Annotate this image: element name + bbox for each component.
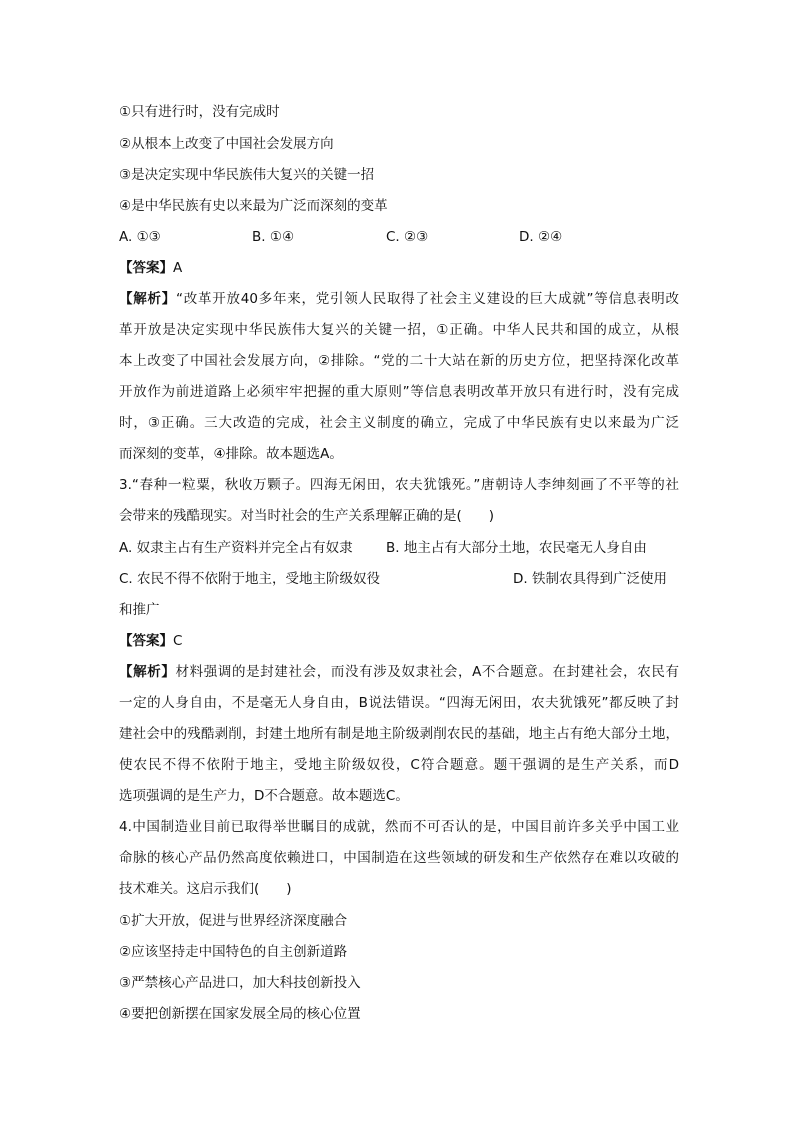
q2-analysis-label: 【解析】	[119, 291, 177, 307]
q2-analysis-line-1	[119, 289, 679, 309]
q2-analysis-line-2: 革开放是决定实现中华民族伟大复兴的关键一招，①正确。中华人民共和国的成立，从根	[119, 322, 679, 338]
q2-analysis-line-6: 而深刻的变革，④排除。故本题选A。	[119, 446, 343, 462]
q4-stem-line-1: 4.中国制造业目前已取得举世瞩目的成就，然而不可否认的是，中国目前许多关乎中国工业	[119, 819, 679, 835]
q2-analysis-text-1: “改革开放40多年来，党引领人民取得了社会主义建设的巨大成就”等信息表明改	[176, 291, 679, 307]
q2-analysis-line-3: 本上改变了中国社会发展方向，②排除。“党的二十大站在新的历史方位，把坚持深化改革	[119, 353, 679, 369]
q3-answer-value: C	[173, 633, 183, 649]
q3-choice-a: A. 奴隶主占有生产资料并完全占有奴隶	[119, 540, 353, 556]
q4-stem-line-2: 命脉的核心产品仍然高度依赖进口，中国制造在这些领域的研发和生产依然存在难以攻破的	[119, 850, 679, 866]
q2-choice-b: B. ①④	[252, 229, 295, 245]
q3-analysis-line-3: 建社会中的残酷剥削，封建土地所有制是地主阶级剥削农民的基础，地主占有绝大部分土地，	[119, 726, 679, 742]
q3-analysis-text-1: 材料强调的是封建社会，而没有涉及奴隶社会，A不合题意。在封建社会，农民有	[175, 664, 679, 680]
q2-answer-label: 【答案】	[119, 260, 173, 276]
q2-choice-a: A. ①③	[119, 229, 161, 245]
q2-choice-c: C. ②③	[386, 229, 429, 245]
q3-stem-line-1: 3.“春种一粒粟，秋收万颗子。四海无闲田，农夫犹饿死。”唐朝诗人李绅刻画了不平等的社	[119, 477, 679, 493]
q3-analysis-line-2: 一定的人身自由，不是毫无人身自由，B说法错误。“四海无闲田，农夫犹饿死”都反映了封	[119, 695, 679, 711]
q2-answer-value: A	[173, 260, 183, 276]
q3-stem-line-2: 会带来的残酷现实。对当时社会的生产关系理解正确的是( )	[119, 508, 495, 524]
q3-analysis-line-5: 选项强调的是生产力，D不合题意。故本题选C。	[119, 788, 409, 804]
q2-answer	[119, 258, 679, 278]
q4-option-3: ③严禁核心产品进口，加大科技创新投入	[119, 975, 361, 991]
q2-choice-d: D. ②④	[519, 229, 563, 245]
q2-analysis-line-4: 开放作为前进道路上必须牢牢把握的重大原则”等信息表明改革开放只有进行时，没有完成	[119, 384, 679, 400]
q4-option-1: ①扩大开放，促进与世界经济深度融合	[119, 913, 348, 929]
q3-answer-label: 【答案】	[119, 633, 173, 649]
q2-option-3: ③是决定实现中华民族伟大复兴的关键一招	[119, 167, 375, 183]
q2-analysis-line-5: 时，③正确。三大改造的完成，社会主义制度的确立，完成了中华民族有史以来最为广泛	[119, 415, 679, 431]
q4-option-4: ④要把创新摆在国家发展全局的核心位置	[119, 1006, 361, 1022]
q3-choice-b: B. 地主占有大部分土地，农民毫无人身自由	[386, 540, 647, 556]
q3-choice-c: C. 农民不得不依附于地主，受地主阶级奴役	[119, 571, 381, 587]
q4-stem-line-3: 技术难关。这启示我们( )	[119, 881, 292, 897]
q3-choice-d: D. 铁制农具得到广泛使用	[513, 571, 667, 587]
q3-choice-d-continued: 和推广	[119, 602, 160, 618]
q3-analysis-line-4: 使农民不得不依附于地主，受地主阶级奴役，C符合题意。题干强调的是生产关系，而D	[119, 757, 679, 773]
q2-option-2: ②从根本上改变了中国社会发展方向	[119, 136, 334, 152]
q4-option-2: ②应该坚持走中国特色的自主创新道路	[119, 944, 348, 960]
q2-option-4: ④是中华民族有史以来最为广泛而深刻的变革	[119, 198, 388, 214]
q3-analysis-label: 【解析】	[119, 664, 176, 680]
q3-analysis-line-1	[119, 662, 679, 682]
q3-answer	[119, 631, 679, 651]
q2-option-1: ①只有进行时，没有完成时	[119, 104, 280, 120]
